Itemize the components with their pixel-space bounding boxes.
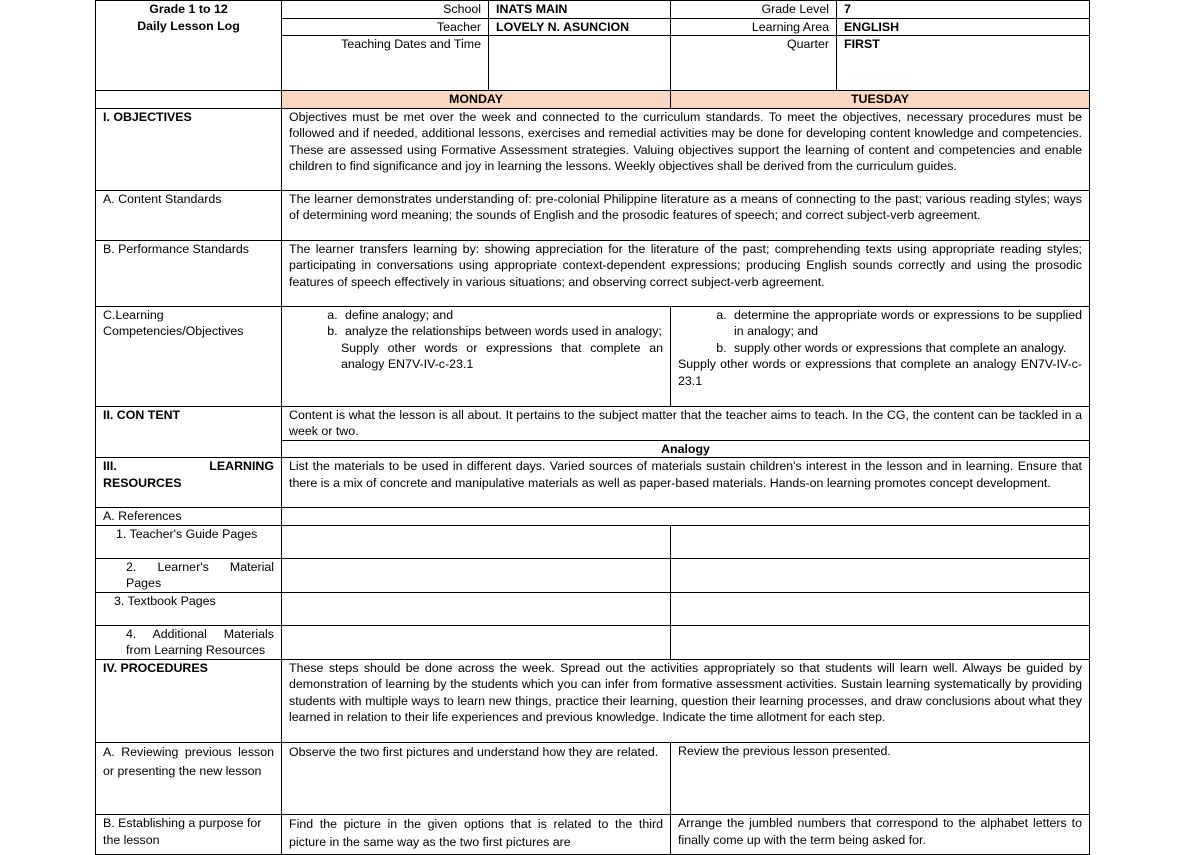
purpose-tuesday: Arrange the jumbled numbers that correspond to the alphabet letters to finally come up with the term being asked for.: [671, 814, 1090, 854]
additional-materials-label: 4. Additional Materials from Learning Resources: [96, 625, 282, 659]
learning-resources-label-left: III.: [103, 459, 117, 473]
textbook-label: 3. Textbook Pages: [96, 592, 282, 625]
quarter-label: Quarter: [671, 36, 837, 91]
teachers-guide-tuesday: [671, 525, 1090, 558]
purpose-label: B. Establishing a purpose for the lesson: [96, 814, 282, 854]
additional-materials-monday: [282, 625, 671, 659]
log-title: [96, 1, 282, 91]
school-value: INATS MAIN: [489, 1, 671, 19]
list-item: a. define analogy; and: [341, 307, 663, 324]
textbook-monday: [282, 592, 671, 625]
references-value: [282, 508, 1090, 526]
learners-material-monday: [282, 558, 671, 592]
content-standards-text: The learner demonstrates understanding of: pre-colonial Philippine literature as a means of connecting to the past; various reading styles; ways of determining word meaning; the sounds of English and the prosodic features of speech; and correct subject-verb agreement.: [282, 190, 1090, 240]
daily-lesson-log-table: [95, 0, 1090, 855]
learning-area-value: ENGLISH: [837, 18, 1090, 36]
grade-level-value: 7: [837, 1, 1090, 19]
learning-resources-label-right: LEARNING: [209, 459, 274, 473]
day-header-tuesday: TUESDAY: [671, 91, 1090, 109]
teachers-guide-label: 1. Teacher's Guide Pages: [96, 525, 282, 558]
log-title-line1: Grade 1 to 12: [149, 2, 228, 16]
list-item: b. analyze the relationships between words used in analogy;: [341, 323, 663, 340]
competencies-tuesday-extra: Supply other words or expressions that complete an analogy EN7V-IV-c-23.1: [678, 357, 1082, 388]
content-topic: Analogy: [282, 440, 1090, 458]
performance-standards-label: B. Performance Standards: [96, 240, 282, 306]
procedures-label: IV. PROCEDURES: [96, 659, 282, 742]
competencies-monday: [282, 306, 671, 406]
list-item: b. supply other words or expressions that complete an analogy.: [730, 340, 1082, 357]
references-label: A. References: [96, 508, 282, 526]
learners-material-label: 2. Learner's Material Pages: [96, 558, 282, 592]
learning-area-label: Learning Area: [671, 18, 837, 36]
teaching-dates-value: [489, 36, 671, 91]
reviewing-label: A. Reviewing previous lesson or presenting the new lesson: [96, 742, 282, 814]
textbook-tuesday: [671, 592, 1090, 625]
competencies-monday-list: [289, 307, 663, 340]
day-header-monday: MONDAY: [282, 91, 671, 109]
learners-material-tuesday: [671, 558, 1090, 592]
reviewing-monday: Observe the two first pictures and understand how they are related.: [282, 742, 671, 814]
competencies-tuesday: [671, 306, 1090, 406]
teachers-guide-monday: [282, 525, 671, 558]
competencies-label: C.Learning Competencies/Objectives: [96, 306, 282, 406]
objectives-label: I. OBJECTIVES: [96, 108, 282, 190]
teacher-value: LOVELY N. ASUNCION: [489, 18, 671, 36]
additional-materials-tuesday: [671, 625, 1090, 659]
performance-standards-text: The learner transfers learning by: showing appreciation for the literature of the past; comprehending texts using appropriate reading styles; participating in conversations using appropriate context-dependent expressions; producing English sounds correctly and using the prosodic features of speech effectively in various situations; and observing correct subject-verb agreement.: [282, 240, 1090, 306]
content-text: Content is what the lesson is all about. It pertains to the subject matter that the teacher aims to teach. In the CG, the content can be tackled in a week or two.: [282, 406, 1090, 440]
learning-resources-label: [96, 458, 282, 508]
quarter-value: FIRST: [837, 36, 1090, 91]
log-title-line2: Daily Lesson Log: [137, 18, 240, 33]
procedures-text: These steps should be done across the week. Spread out the activities appropriately so that students will learn well. Always be guided by demonstration of learning by the students which you can infer from formative assessment activities. Sustain learning systematically by providing students with multiple ways to learn new things, practice their learning, question their learning processes, and draw conclusions about what they learned in relation to their life experiences and previous knowledge. Indicate the time allotment for each step.: [282, 659, 1090, 742]
reviewing-tuesday: Review the previous lesson presented.: [671, 742, 1090, 814]
competencies-tuesday-list: [678, 307, 1082, 357]
competencies-monday-extra: Supply other words or expressions that complete an analogy EN7V-IV-c-23.1: [341, 340, 663, 371]
learning-resources-text: List the materials to be used in different days. Varied sources of materials sustain children's interest in the lesson and in learning. Ensure that there is a mix of concrete and manipulative materials as well as paper-based materials. Hands-on learning promotes concept development.: [282, 458, 1090, 508]
content-standards-label: A. Content Standards: [96, 190, 282, 240]
learning-resources-label-line2: RESOURCES: [103, 475, 182, 490]
teaching-dates-label: Teaching Dates and Time: [282, 36, 489, 91]
teacher-label: Teacher: [282, 18, 489, 36]
list-item: a. determine the appropriate words or expressions to be supplied in analogy; and: [730, 307, 1082, 340]
objectives-text: Objectives must be met over the week and connected to the curriculum standards. To meet the objectives, necessary procedures must be followed and if needed, additional lessons, exercises and remedial activities may be done for developing content knowledge and competencies. These are assessed using Formative Assessment strategies. Valuing objectives support the learning of content and competencies and enable children to find significance and joy in learning the lessons. Weekly objectives shall be derived from the curriculum guides.: [282, 108, 1090, 190]
grade-level-label: Grade Level: [671, 1, 837, 19]
school-label: School: [282, 1, 489, 19]
day-header-blank: [96, 91, 282, 109]
purpose-monday: Find the picture in the given options that is related to the third picture in the same way as the two first pictures are: [282, 814, 671, 854]
content-label: II. CON TENT: [96, 406, 282, 458]
